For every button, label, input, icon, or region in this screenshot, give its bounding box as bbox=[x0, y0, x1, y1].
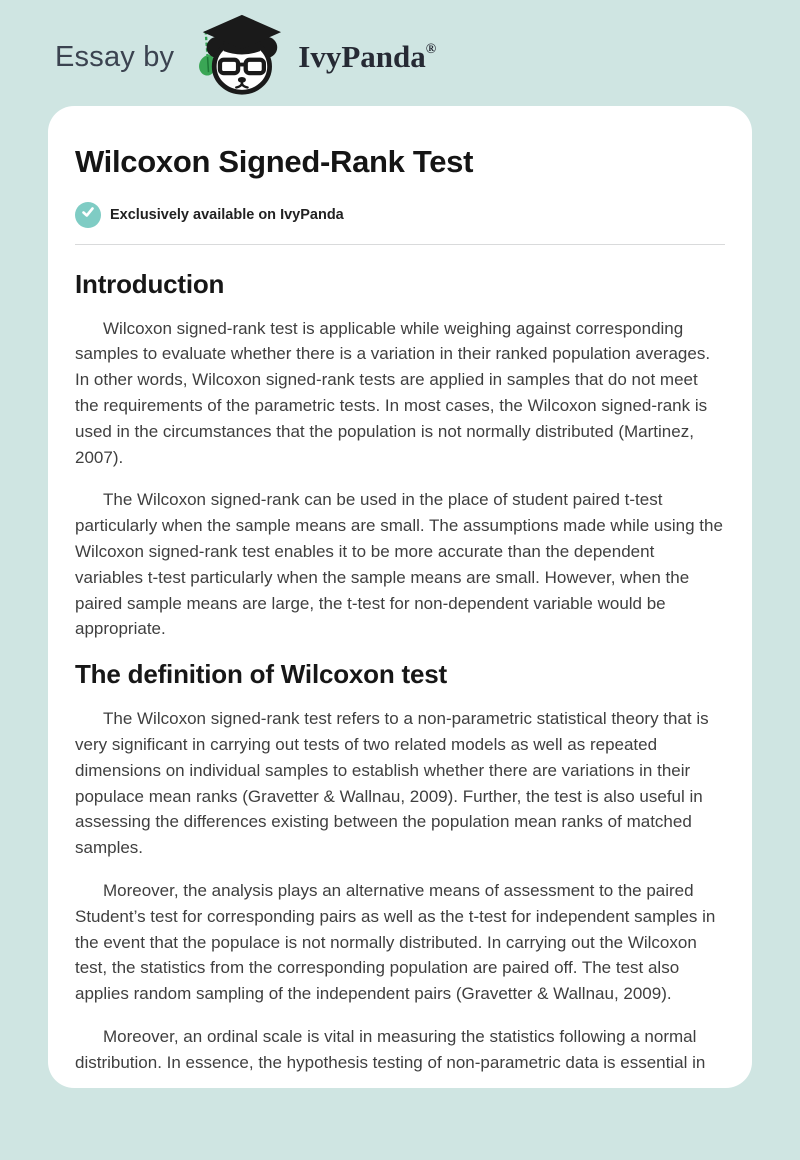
brand-link[interactable] bbox=[192, 13, 288, 102]
check-badge bbox=[75, 202, 101, 228]
section-heading: The definition of Wilcoxon test bbox=[75, 659, 447, 690]
paragraph: Wilcoxon signed-rank test is applicable while weighing against corresponding samples to evaluate whether there is a variation in their ranked population averages. In other words, Wilcoxon signed-rank tests are applied in samples that do not meet the requirements of the parametric tests. In most cases, the Wilcoxon signed-rank is used in the circumstances that the population is not normally distributed (Martinez, 2007). bbox=[75, 318, 711, 467]
divider bbox=[75, 244, 725, 245]
brand-name[interactable]: IvyPanda® bbox=[298, 39, 437, 74]
page-title: Wilcoxon Signed-Rank Test bbox=[75, 144, 474, 179]
paragraph: Moreover, an ordinal scale is vital in measuring the statistics following a normal distribution. In essence, the hypothesis testing of non-parametric data is essential in bbox=[75, 1026, 706, 1072]
site-header bbox=[0, 0, 800, 90]
availability-row bbox=[75, 202, 725, 228]
paragraph: Moreover, the analysis plays an alternative means of assessment to the paired Student’s test for corresponding pairs as well as the t-test for independent samples in the event that the populace is not normally distributed. In carrying out the Wilcoxon test, the statistics from the corresponding population are paired off. The test also applies random sampling of the independent pairs (Gravetter & Wallnau, 2009). bbox=[75, 880, 716, 1004]
check-icon bbox=[81, 205, 95, 224]
registered-mark: ® bbox=[425, 42, 437, 57]
essay-by-label: Essay by bbox=[55, 40, 175, 73]
section-definition bbox=[75, 659, 725, 1075]
paragraph: The Wilcoxon signed-rank can be used in the place of student paired t-test particularly when the sample means are small. The assumptions made while using the Wilcoxon signed-rank test enables it to be more accurate than the dependent variables t-test particularly when the sample means are small. However, when the paired sample means are large, the t-test for non-dependent variable would be appropriate. bbox=[75, 490, 723, 639]
paragraph: The Wilcoxon signed-rank test refers to a non-parametric statistical theory that is very significant in carrying out tests of two related models as well as repeated dimensions on individual samples to establish whether there are variations in their populace mean ranks (Gravetter & Wallnau, 2009). Further, the test is also useful in assessing the differences existing between the population mean ranks of matched samples. bbox=[75, 709, 709, 858]
section-introduction bbox=[75, 269, 725, 643]
essay-card bbox=[48, 106, 752, 1088]
ivypanda-panda-logo-icon bbox=[192, 13, 288, 102]
availability-note: Exclusively available on IvyPanda bbox=[110, 206, 344, 223]
section-heading: Introduction bbox=[75, 268, 225, 299]
